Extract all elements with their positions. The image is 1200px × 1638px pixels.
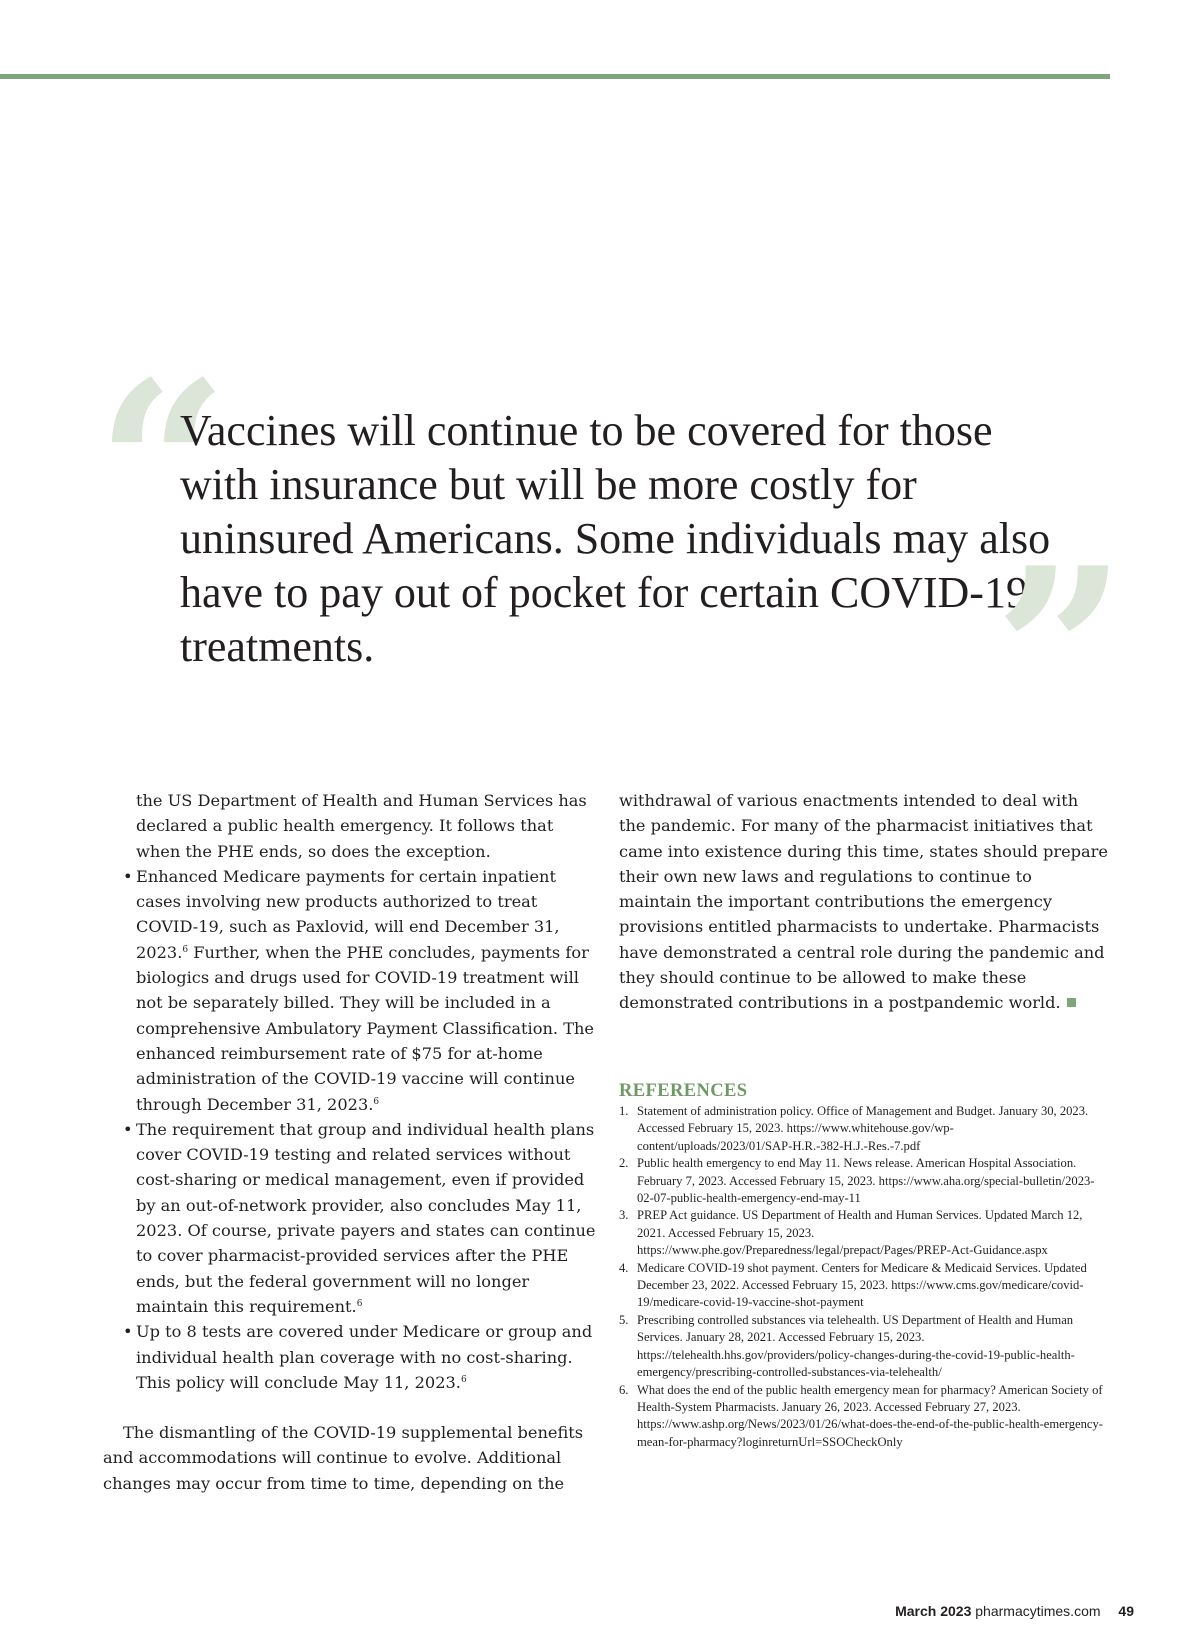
- reference-text: What does the end of the public health emergency mean for pharmacy? American Society of Health-System Pharmacists. January 26, 2023. Accessed February 27, 2023. https://www.ashp.org/News/2023/01/26/what-does-the-end-of-the-public-health-emergency-mean-for-pharmacy?loginreturnUrl=SSOCheckOnly: [637, 1382, 1103, 1449]
- reference-item: [619, 1155, 1109, 1207]
- right-paragraph-text: withdrawal of various enactments intended to deal with the pandemic. For many of the pharmacist initiatives that came into existence during this time, states should prepare their own new laws and regulations to continue to maintain the important contributions the emergency provisions entitled pharmacists to undertake. Pharmacists have demonstrated a central role during the pandemic and they should continue to be allowed to make these demonstrated contributions in a postpandemic world.: [619, 791, 1108, 1013]
- pull-quote: Vaccines will continue to be covered for those with insurance but will be more costly for uninsured Americans. Some individuals may also have to pay out of pocket for certain COVID-19 treatments.: [180, 406, 1051, 671]
- bullet-item: [103, 864, 598, 1117]
- reference-number: 5.: [619, 1312, 629, 1327]
- bullet-text-continued: Further, when the PHE concludes, payments for biologics and drugs used for COVID-19 treatment will not be separately billed. They will be included in a comprehensive Ambulatory Payment Classification. The enhanced reimbursement rate of $75 for at-home administration of the COVID-19 vaccine will continue through December 31, 2023.: [136, 942, 594, 1114]
- top-rule: [0, 74, 1110, 79]
- reference-item: [619, 1260, 1109, 1312]
- reference-number: 2.: [619, 1156, 629, 1171]
- reference-text: Public health emergency to end May 11. News release. American Hospital Association. February 7, 2023. Accessed February 15, 2023. https://www.aha.org/special-bulletin/2023-02-07-public-health-emergency-end-may-11: [637, 1156, 1095, 1206]
- reference-item: [619, 1382, 1109, 1452]
- reference-number: 6.: [619, 1382, 629, 1397]
- left-column: [103, 788, 598, 1496]
- page-footer: [895, 1603, 1134, 1619]
- reference-item: [619, 1207, 1109, 1259]
- continued-paragraph: the US Department of Health and Human Services has declared a public health emergency. It follows that when the PHE ends, so does the exception.: [136, 791, 587, 861]
- right-paragraph: [619, 788, 1109, 1016]
- page-number: 49: [1118, 1603, 1134, 1619]
- reference-text: Medicare COVID-19 shot payment. Centers for Medicare & Medicaid Services. Updated December 23, 2022. Accessed February 15, 2023. https://www.cms.gov/medicare/covid-19/medicare-covid-19-vaccine-shot-payment: [637, 1260, 1087, 1310]
- reference-number: 3.: [619, 1208, 629, 1223]
- bullet-text: Up to 8 tests are covered under Medicare or group and individual health plan coverage with no cost-sharing. This policy will conclude May 11, 2023.: [136, 1322, 593, 1392]
- reference-item: [619, 1103, 1109, 1155]
- reference-text: Prescribing controlled substances via telehealth. US Department of Health and Human Services. January 28, 2021. Accessed February 15, 2023. https://telehealth.hhs.gov/providers/policy-changes-during-the-covid-19-public-health-emergency/prescribing-controlled-substances-via-telehealth/: [637, 1312, 1075, 1380]
- references-list: [619, 1103, 1109, 1451]
- bullet-item: [103, 1319, 598, 1395]
- references-section: [619, 1081, 1109, 1451]
- references-heading: REFERENCES: [619, 1081, 748, 1101]
- end-mark-icon: [1067, 998, 1076, 1007]
- closing-paragraph: The dismantling of the COVID-19 supplemental benefits and accommodations will continue to evolve. Additional changes may occur from time to time, depending on the: [103, 1423, 584, 1493]
- reference-number: 1.: [619, 1104, 629, 1118]
- reference-item: [619, 1312, 1109, 1382]
- reference-text: PREP Act guidance. US Department of Health and Human Services. Updated March 12, 2021. Accessed February 15, 2023. https://www.phe.gov/Preparedness/legal/prepact/Pages/PREP-Act-Guidance.aspx: [637, 1208, 1083, 1258]
- reference-text: Statement of administration policy. Office of Management and Budget. January 30, 2023. Accessed February 15, 2023. https://www.whitehouse.gov/wp-content/uploads/2023/01/SAP-H.R.-382-H.J.-Res.-7.pdf: [637, 1104, 1089, 1153]
- bullet-text: Enhanced Medicare payments for certain inpatient cases involving new products authorized to treat COVID-19, such as Paxlovid, will end December 31, 2023.: [136, 866, 560, 962]
- bullet-icon: •: [123, 1119, 133, 1139]
- footnote-ref: 6: [460, 1374, 467, 1385]
- bullet-text: The requirement that group and individual health plans cover COVID-19 testing and related services without cost-sharing or medical management, even if provided by an out-of-network provider, also concludes May 11, 2023. Of course, private payers and states can continue to cover pharmacist-provided services after the PHE ends, but the federal government will no longer maintain this requirement.: [136, 1119, 596, 1316]
- bullet-icon: •: [123, 866, 133, 886]
- bullet-item: [103, 1117, 598, 1319]
- right-column: [619, 788, 1109, 1016]
- bullet-icon: •: [123, 1322, 133, 1342]
- open-quote-icon: “: [96, 332, 229, 602]
- footnote-ref: 6: [356, 1298, 363, 1309]
- footnote-ref: 6: [182, 944, 189, 955]
- footer-site: pharmacytimes.com: [975, 1603, 1101, 1619]
- footer-date: March 2023: [895, 1603, 972, 1619]
- reference-number: 4.: [619, 1260, 629, 1275]
- footnote-ref: 6: [373, 1096, 380, 1107]
- close-quote-icon: ”: [994, 518, 1127, 788]
- bullet-list: [103, 864, 598, 1395]
